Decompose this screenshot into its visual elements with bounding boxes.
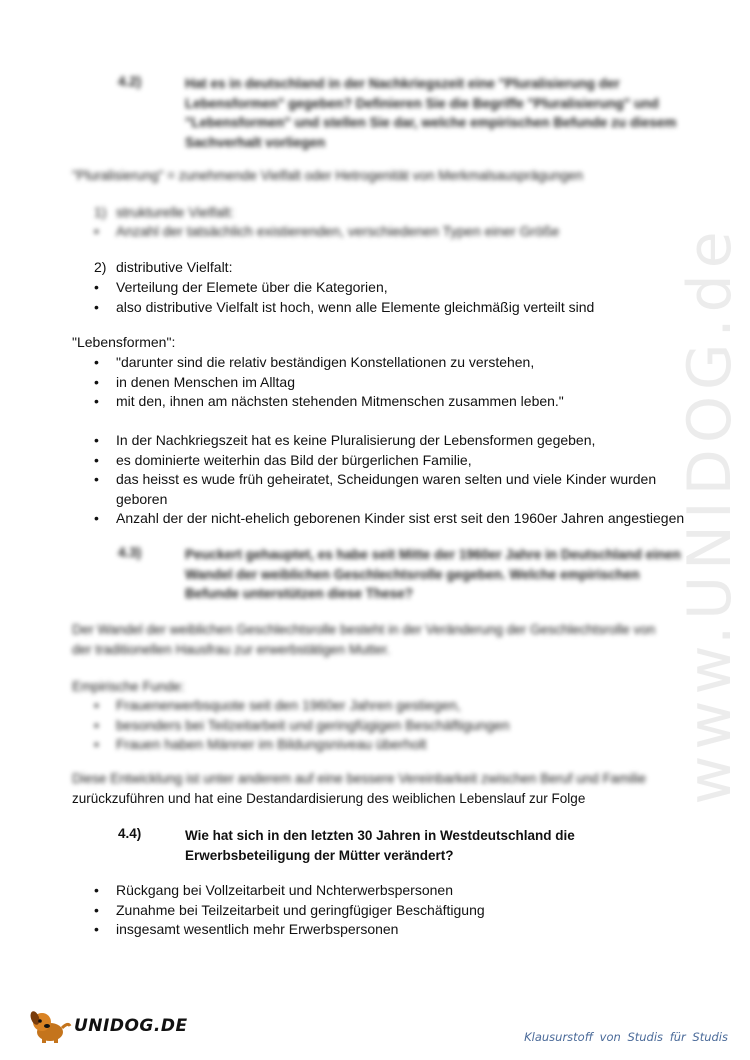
list-item: • Anzahl der tatsächlich existierenden, verschiedenen Typen einer Größe xyxy=(94,223,560,239)
question-line: Peuckert gehauptet, es habe seit Mitte der 1960er Jahre in Deutschland einen xyxy=(185,547,681,562)
bullet-list xyxy=(94,353,694,412)
question-line: Lebensformen" gegeben? Definieren Sie die Begriffe "Pluralisierung" und xyxy=(185,95,659,111)
list-item: • Rückgang bei Vollzeitarbeit und Nchterwerbspersonen xyxy=(94,882,453,898)
list-item: • das heisst es wude früh geheiratet, Scheidungen waren selten und viele Kinder wurden geboren xyxy=(94,471,657,507)
question-line: Wie hat sich in den letzten 30 Jahren in Westdeutschland die xyxy=(185,828,575,843)
question-line: Wandel der weiblichen Geschlechtsrolle gegeben. Welche empirischen xyxy=(185,566,640,582)
bullet-list xyxy=(94,222,694,242)
paragraph: zurückzuführen und hat eine Destandardisierung des weiblichen Lebenslauf zur Folge xyxy=(72,791,586,806)
question-line: "Lebensformen" und stellen Sie dar, welche empirischen Befunde zu diesem xyxy=(185,115,677,130)
question-number: 4.2) xyxy=(118,74,142,89)
unidog-logo[interactable] xyxy=(28,1008,188,1044)
list-item: • Zunahme bei Teilzeitarbeit und geringfügiger Beschäftigung xyxy=(94,901,485,918)
question-text xyxy=(185,826,685,865)
dog-icon xyxy=(28,1008,76,1044)
list-item: • es dominierte weiterhin das Bild der bürgerlichen Familie, xyxy=(94,451,472,468)
question-line: Hat es in deutschland in der Nachkriegszeit eine "Pluralisierung der xyxy=(185,76,620,91)
bullet-list xyxy=(94,278,694,317)
list-item: • "darunter sind die relativ beständigen Konstellationen zu verstehen, xyxy=(94,354,535,370)
list-item: • in denen Menschen im Alltag xyxy=(94,373,295,390)
list-item: • Verteilung der Elemete über die Kategorien, xyxy=(94,279,388,295)
numbered-item: 2) distributive Vielfalt: xyxy=(94,259,233,275)
bullet-list xyxy=(94,881,694,940)
footer-tagline: Klausurstoff von Studis für Studis xyxy=(524,1030,728,1044)
list-item: • besonders bei Teilzeitarbeit und geringfügigen Beschäftigungen xyxy=(94,716,510,733)
list-item: • Anzahl der der nicht-ehelich geborenen Kinder sist erst seit den 1960er Jahren angestiegen xyxy=(94,510,685,526)
list-item: • also distributive Vielfalt ist hoch, wenn alle Elemente gleichmäßig verteilt sind xyxy=(94,298,595,315)
question-line: Erwerbsbeteiligung der Mütter verändert? xyxy=(185,847,454,863)
definition-line: "Pluralisierung" = zunehmende Vielfalt oder Hetrogenität von Merkmalsausprägungen xyxy=(72,168,584,183)
bullet-list xyxy=(94,696,694,755)
logo-text: UNIDOG.DE xyxy=(74,1016,188,1036)
bullet-list xyxy=(94,431,684,529)
paragraph: Der Wandel der weiblichen Geschlechtsrolle besteht in der Veränderung der Geschlechtsrolle von der traditionellen Hausfrau zur erwerbstätigen Mutter. xyxy=(72,622,656,657)
question-line: Sachverhalt vorliegen xyxy=(185,134,326,150)
watermark: www.UNIDOG.de xyxy=(675,225,745,805)
empirical-label: Empirische Funde: xyxy=(72,679,185,694)
question-text xyxy=(185,74,685,152)
list-item: • Frauen haben Männer im Bildungsniveau überholt xyxy=(94,736,427,752)
question-number: 4.3) xyxy=(118,545,142,560)
question-line: Befunde unterstützen diese These? xyxy=(185,586,414,601)
numbered-item: 1) strukturelle Vielfalt: xyxy=(94,204,235,220)
list-item: • In der Nachkriegszeit hat es keine Pluralisierung der Lebensformen gegeben, xyxy=(94,432,596,448)
lebensformen-label: "Lebensformen": xyxy=(72,334,176,350)
list-item: • Frauenerwerbsquote seit den 1960er Jahren gestiegen, xyxy=(94,697,461,713)
paragraph: Diese Entwicklung ist unter anderem auf eine bessere Vereinbarkeit zwischen Beruf und Familie xyxy=(72,771,647,786)
question-number: 4.4) xyxy=(118,826,142,841)
list-item: • mit den, ihnen am nächsten stehenden Mitmenschen zusammen leben." xyxy=(94,393,564,409)
list-item: • insgesamt wesentlich mehr Erwerbspersonen xyxy=(94,921,399,937)
question-text xyxy=(185,545,685,604)
